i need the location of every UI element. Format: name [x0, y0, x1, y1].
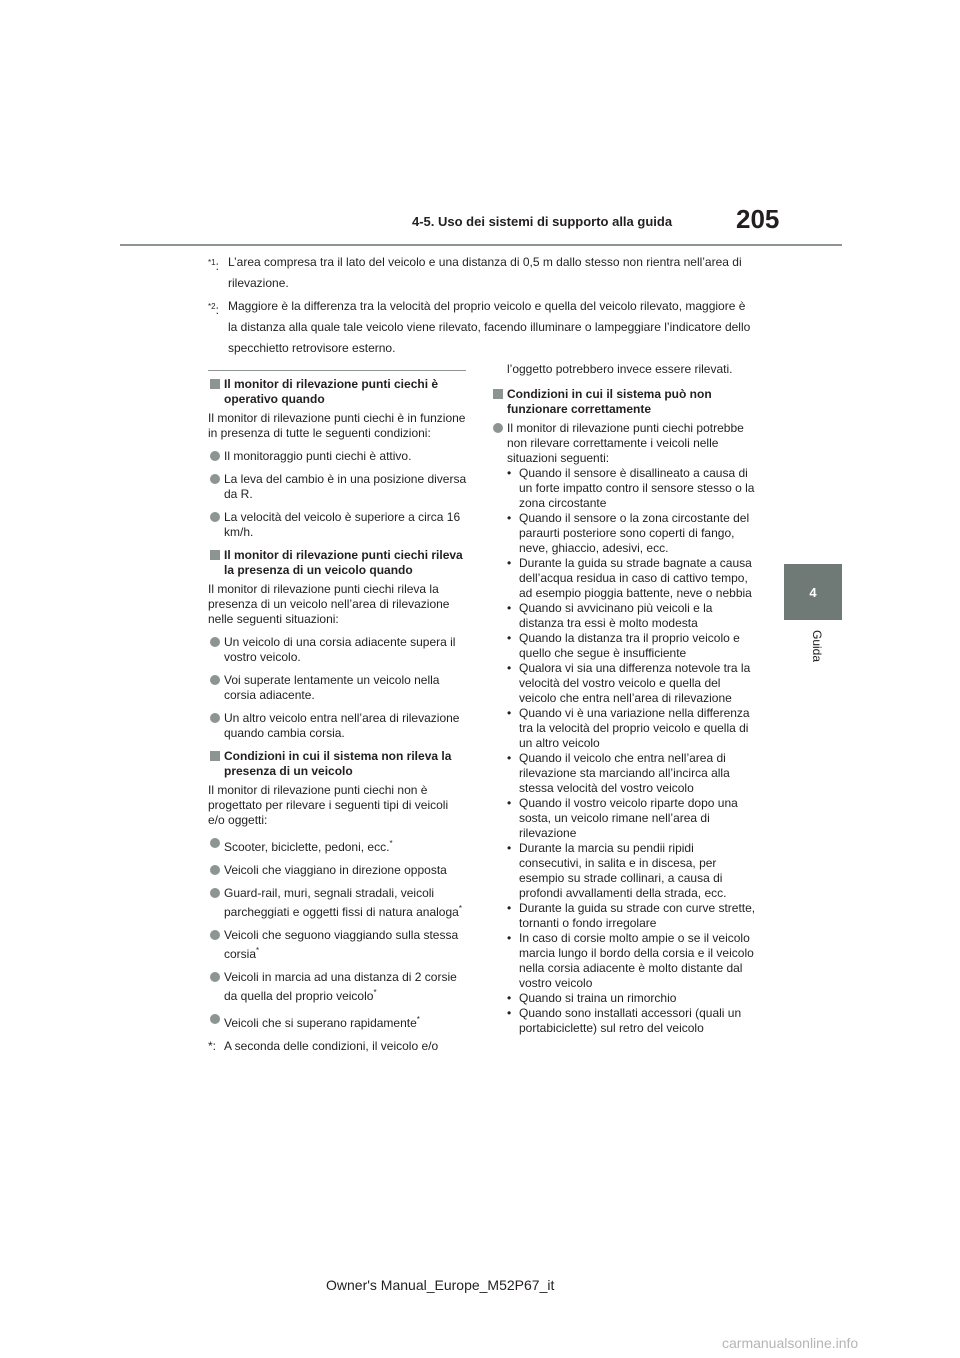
asterisk-note — [208, 1039, 468, 1054]
list-item: • Quando si traina un rimorchio — [507, 991, 677, 1005]
list-item: • Durante la guida su strade bagnate a causa dell’acqua residua in caso di cattivo tempo, ad esempio pioggia battente, neve o nebbia — [507, 556, 752, 600]
circle-bullet-icon — [210, 512, 220, 522]
footnote-mark: $^{*2}$: — [208, 302, 219, 317]
note-continuation: l’oggetto potrebbero invece essere rilevati. — [507, 362, 733, 376]
bullet-item: La leva del cambio è in una posizione diversa da R. — [208, 472, 468, 502]
footnote-mark: $^{*1}$: — [208, 258, 219, 273]
bullet-item: Guard-rail, muri, segnali stradali, veicoli parcheggiati e oggetti fissi di natura analoga* — [208, 886, 468, 920]
list-item: • Quando vi è una variazione nella differenza tra la velocità del proprio veicolo e quella di un altro veicolo — [507, 706, 750, 750]
circle-bullet-icon — [493, 423, 503, 433]
section-heading: Il monitor di rilevazione punti ciechi rileva la presenza di un veicolo quando — [208, 548, 468, 578]
square-bullet-icon — [493, 389, 503, 399]
column-divider — [208, 370, 466, 371]
left-column — [208, 372, 468, 1054]
list-item: • Durante la marcia su pendii ripidi consecutivi, in salita e in discesa, per esempio su strade collinari, a causa di profondi avvallamenti della strada, ecc. — [507, 841, 727, 900]
square-bullet-icon — [210, 550, 220, 560]
bullet-item: Un veicolo di una corsia adiacente supera il vostro veicolo. — [208, 635, 468, 665]
bullet-item: Il monitoraggio punti ciechi è attivo. — [208, 449, 468, 464]
section-heading: Condizioni in cui il sistema non rileva la presenza di un veicolo — [208, 749, 468, 779]
list-item: • Quando il veicolo che entra nell’area di rilevazione sta marciando all’incirca alla stessa velocità del vostro veicolo — [507, 751, 730, 795]
list-item: • In caso di corsie molto ampie o se il veicolo marcia lungo il bordo della corsia e il veicolo nella corsia adiacente è molto distante dal vostro veicolo — [507, 931, 754, 990]
chapter-number: 4 — [809, 584, 817, 600]
circle-bullet-icon — [210, 713, 220, 723]
circle-bullet-icon — [210, 888, 220, 898]
bullet-item: Veicoli che seguono viaggiando sulla stessa corsia* — [208, 928, 468, 962]
bullet-item: La velocità del veicolo è superiore a circa 16 km/h. — [208, 510, 468, 540]
watermark[interactable]: carmanualsonline.info — [722, 1335, 859, 1351]
list-item: • Quando sono installati accessori (quali un portabiciclette) sul retro del veicolo — [507, 1006, 742, 1035]
bullet-item: Veicoli che si superano rapidamente* — [208, 1012, 468, 1031]
section-title: 4-5. Uso dei sistemi di supporto alla guida — [412, 214, 673, 229]
bullet-item: Scooter, biciclette, pedoni, ecc.* — [208, 836, 468, 855]
list-item: • Quando il sensore è disallineato a causa di un forte impatto contro il sensore stesso o la zona circostante — [507, 466, 755, 510]
header-divider — [120, 244, 842, 246]
page-number: 205 — [736, 204, 780, 234]
bullet-item: Veicoli che viaggiano in direzione opposta — [208, 863, 468, 878]
circle-bullet-icon — [210, 838, 220, 848]
paragraph: Il monitor di rilevazione punti ciechi rileva la presenza di un veicolo nell’area di rilevazione nelle seguenti situazioni: — [208, 582, 450, 626]
circle-bullet-icon — [210, 865, 220, 875]
circle-bullet-icon — [210, 474, 220, 484]
footnote-text: L’area compresa tra il lato del veicolo e una distanza di 0,5 m dallo stesso non rientra nell’area di rilevazione. — [228, 255, 742, 290]
note-text: A seconda delle condizioni, il veicolo e/o — [224, 1039, 439, 1053]
section-heading: Il monitor di rilevazione punti ciechi è operativo quando — [208, 377, 468, 407]
footnote — [208, 252, 753, 294]
bullet-item: Voi superate lentamente un veicolo nella corsia adiacente. — [208, 673, 468, 703]
square-bullet-icon — [210, 751, 220, 761]
paragraph: Il monitor di rilevazione punti ciechi è in funzione in presenza di tutte le seguenti condizioni: — [208, 411, 466, 440]
list-item: • Quando si avvicinano più veicoli e la distanza tra essi è molto modesta — [507, 601, 713, 630]
list-item: • Qualora vi sia una differenza notevole tra la velocità del vostro veicolo e quella del veicolo che entra nell’area di rilevazione — [507, 661, 751, 705]
circle-bullet-icon — [210, 1014, 220, 1024]
circle-bullet-icon — [210, 451, 220, 461]
bullet-item: Veicoli in marcia ad una distanza di 2 corsie da quella del proprio veicolo* — [208, 970, 468, 1004]
chapter-label: Guida — [810, 630, 824, 663]
circle-bullet-icon — [210, 930, 220, 940]
footnote — [208, 296, 753, 359]
bullet-item: Il monitor di rilevazione punti ciechi potrebbe non rilevare correttamente i veicoli nelle situazioni seguenti: — [491, 421, 756, 466]
sub-list — [507, 466, 756, 1036]
list-item: • Quando il vostro veicolo riparte dopo una sosta, un veicolo rimane nell’area di rilevazione — [507, 796, 738, 840]
note-mark: *: — [208, 1039, 217, 1053]
document-footer: Owner's Manual_Europe_M52P67_it — [326, 1277, 555, 1293]
footnotes — [208, 252, 753, 361]
bullet-item: Un altro veicolo entra nell’area di rilevazione quando cambia corsia. — [208, 711, 468, 741]
right-column — [491, 362, 756, 1036]
list-item: • Quando la distanza tra il proprio veicolo e quello che segue è insufficiente — [507, 631, 740, 660]
circle-bullet-icon — [210, 675, 220, 685]
paragraph: Il monitor di rilevazione punti ciechi non è progettato per rilevare i seguenti tipi di veicoli e/o oggetti: — [208, 783, 449, 827]
square-bullet-icon — [210, 379, 220, 389]
section-heading: Condizioni in cui il sistema può non funzionare correttamente — [491, 387, 756, 417]
circle-bullet-icon — [210, 972, 220, 982]
circle-bullet-icon — [210, 637, 220, 647]
footnote-text: Maggiore è la differenza tra la velocità del proprio veicolo e quella del veicolo rilevato, maggiore è la distanza alla quale tale veicolo viene rilevato, facendo illuminare o lampeggiare l’indicatore dello specchietto retrovisore esterno. — [228, 299, 751, 355]
list-item: • Durante la guida su strade con curve strette, tornanti o fondo irregolare — [507, 901, 756, 930]
list-item: • Quando il sensore o la zona circostante del paraurti posteriore sono coperti di fango, neve, ghiaccio, adesivi, ecc. — [507, 511, 750, 555]
chapter-tab[interactable] — [784, 564, 842, 620]
